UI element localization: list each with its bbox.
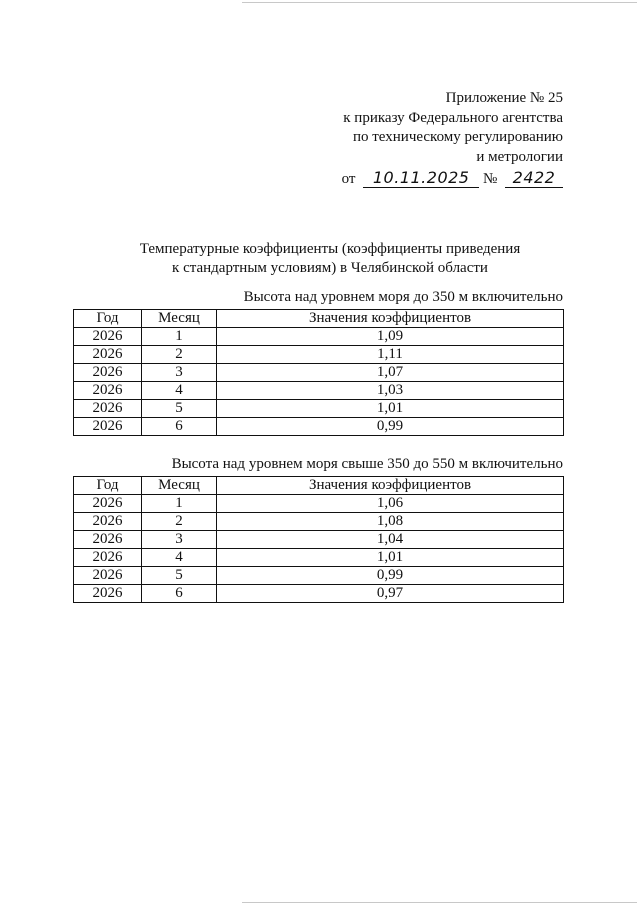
year-cell: 2026 [74, 513, 142, 531]
year-cell: 2026 [74, 346, 142, 364]
year-cell: 2026 [74, 328, 142, 346]
table-header-row [74, 310, 564, 328]
table-row [74, 328, 564, 346]
coefficient-cell: 0,97 [217, 585, 564, 603]
table-row [74, 418, 564, 436]
title-line-1: Температурные коэффициенты (коэффициенты приведения [139, 241, 521, 257]
year-cell: 2026 [74, 418, 142, 436]
scan-edge-bottom [242, 902, 637, 903]
coefficient-cell: 1,03 [217, 382, 564, 400]
table-row [74, 382, 564, 400]
table-row [74, 364, 564, 382]
order-reference-line-1: к приказу Федерального агентства [343, 109, 563, 126]
handwritten-date: 10.11.2025 [363, 169, 479, 188]
coefficient-cell: 1,08 [217, 513, 564, 531]
document-title [80, 240, 580, 278]
month-cell: 4 [142, 382, 217, 400]
table-body [74, 495, 564, 603]
year-cell: 2026 [74, 585, 142, 603]
scan-edge-top [242, 2, 637, 3]
appendix-number: Приложение № 25 [445, 90, 563, 106]
year-cell: 2026 [74, 549, 142, 567]
altitude-caption-2: Высота над уровнем моря свыше 350 до 550 м включительно [171, 456, 563, 472]
month-cell: 2 [142, 346, 217, 364]
year-cell: 2026 [74, 382, 142, 400]
table-row [74, 513, 564, 531]
header-year: Год [74, 477, 142, 495]
table-body [74, 328, 564, 436]
month-cell: 6 [142, 418, 217, 436]
table-row [74, 346, 564, 364]
month-cell: 6 [142, 585, 217, 603]
year-cell: 2026 [74, 495, 142, 513]
coefficient-cell: 0,99 [217, 418, 564, 436]
month-cell: 5 [142, 567, 217, 585]
coefficient-cell: 1,04 [217, 531, 564, 549]
coefficient-cell: 1,09 [217, 328, 564, 346]
coefficient-cell: 1,11 [217, 346, 564, 364]
month-cell: 3 [142, 531, 217, 549]
coefficient-cell: 1,07 [217, 364, 564, 382]
table-row [74, 549, 564, 567]
year-cell: 2026 [74, 400, 142, 418]
month-cell: 1 [142, 495, 217, 513]
order-reference-line-2: по техническому регулированию [352, 129, 563, 145]
altitude-caption-1: Высота над уровнем моря до 350 м включительно [243, 289, 563, 305]
order-reference-line-3: и метрологии [476, 148, 563, 165]
title-line-2: к стандартным условиям) в Челябинской области [172, 260, 488, 276]
coefficient-cell: 1,01 [217, 549, 564, 567]
header-value: Значения коэффициентов [217, 477, 564, 495]
handwritten-number: 2422 [505, 169, 563, 188]
coefficient-cell: 1,06 [217, 495, 564, 513]
table-header-row [74, 477, 564, 495]
header-value: Значения коэффициентов [217, 310, 564, 328]
month-cell: 5 [142, 400, 217, 418]
number-prefix: № [482, 171, 498, 187]
coefficients-table-1 [73, 309, 564, 436]
year-cell: 2026 [74, 364, 142, 382]
coefficients-table-2 [73, 476, 564, 603]
header-year: Год [74, 310, 142, 328]
coefficient-cell: 0,99 [217, 567, 564, 585]
table-row [74, 400, 564, 418]
header-month: Месяц [142, 477, 217, 495]
appendix-header [342, 89, 563, 190]
header-month: Месяц [142, 310, 217, 328]
table-row [74, 495, 564, 513]
year-cell: 2026 [74, 531, 142, 549]
table-row [74, 585, 564, 603]
year-cell: 2026 [74, 567, 142, 585]
month-cell: 3 [142, 364, 217, 382]
date-prefix: от [341, 171, 356, 187]
table-row [74, 531, 564, 549]
month-cell: 2 [142, 513, 217, 531]
table-row [74, 567, 564, 585]
month-cell: 4 [142, 549, 217, 567]
coefficient-cell: 1,01 [217, 400, 564, 418]
month-cell: 1 [142, 328, 217, 346]
order-date-line [342, 169, 563, 190]
